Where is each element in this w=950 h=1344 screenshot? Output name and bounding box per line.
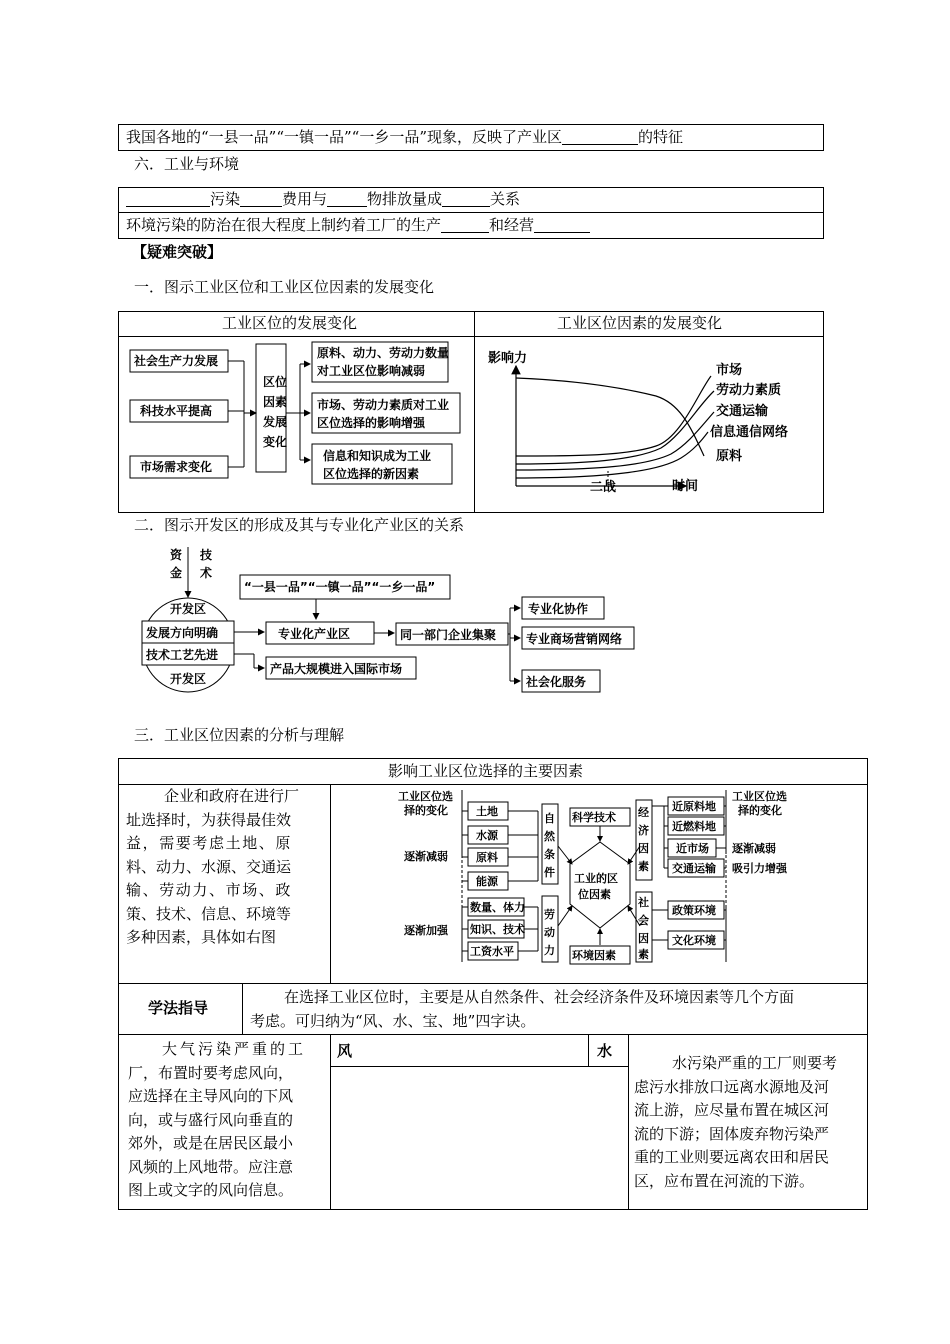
s2-diagram [136, 545, 646, 725]
intro-line: 料、动力、水源、交通运 [126, 857, 292, 876]
social-char-4: 素 [638, 948, 649, 961]
social-item-1: 政策环境 [672, 904, 716, 917]
chart-xlabel: 时间 [672, 479, 699, 494]
center-text-2: 位因素 [578, 888, 611, 901]
method-label: 学法指导 [148, 999, 209, 1017]
intro-line: 益，需要考虑土地、原 [126, 834, 293, 852]
s3-h4 [330, 1066, 628, 1067]
wind-line: 应选择在主导风向的下风 [128, 1087, 294, 1105]
econ-char-2: 济 [638, 824, 649, 837]
s3-h2 [118, 983, 868, 984]
blank-3 [240, 192, 282, 207]
social-char-1: 社 [638, 896, 649, 909]
series-raw-material-line [516, 378, 704, 456]
wind-line: 郊外，或是在居民区最小 [128, 1134, 294, 1152]
wind-label: 风 [337, 1042, 353, 1060]
right-strong-label: 吸引力增强 [732, 862, 787, 875]
s3-v5 [588, 1034, 589, 1066]
right-top-2: 择的变化 [738, 804, 782, 817]
econ-item-3: 近市场 [676, 842, 709, 855]
method-text [250, 986, 862, 1033]
natural-char-4: 件 [544, 866, 555, 879]
natural-item-4: 能源 [476, 875, 498, 888]
env-row1-c: 物排放量成 [367, 190, 443, 208]
social-item-2: 文化环境 [672, 934, 716, 947]
s3-title: 三．工业区位因素的分析与理解 [134, 726, 345, 744]
env-row1-a: 污染 [210, 190, 241, 208]
bottom-box-text: 产品大规模进入国际市场 [270, 662, 403, 676]
output-2: 专业商场营销网络 [526, 632, 623, 646]
env-row2-mid: 和经营 [489, 216, 535, 234]
circle-top: 开发区 [170, 602, 207, 616]
env-row-1 [126, 192, 520, 207]
result-1b: 对工业区位影响减弱 [317, 364, 426, 378]
econ-item-2: 近燃料地 [672, 820, 716, 833]
water-label: 水 [597, 1042, 613, 1060]
s3-v4 [628, 1034, 629, 1210]
s1-title: 一．图示工业区位和工业区位因素的发展变化 [134, 278, 435, 296]
center-3: 发展 [263, 415, 288, 429]
intro-line: 址选择时，为获得最佳效 [126, 810, 292, 829]
wind-line: 大气污染严重的工 [162, 1040, 307, 1058]
social-char-2: 会 [638, 914, 649, 927]
blank-2 [126, 192, 210, 207]
s1-flow-diagram [120, 338, 472, 510]
series-info-line [516, 432, 708, 478]
env-divider [118, 212, 824, 213]
water-line: 虑污水排放口远离水源地及河 [634, 1077, 830, 1096]
labor-char-3: 力 [544, 944, 555, 957]
econ-char-3: 因 [638, 842, 649, 855]
env-box-text: 环境因素 [572, 949, 616, 962]
left-weak-label: 逐渐减弱 [404, 850, 448, 863]
econ-char-1: 经 [638, 806, 649, 819]
s3-h3 [118, 1034, 868, 1035]
left-top-2: 择的变化 [404, 804, 448, 817]
top-row-pre: 我国各地的“一县一品”“一镇一品”“一乡一品”现象，反映了产业区 [126, 128, 563, 146]
input-funds-1: 资 [170, 548, 183, 562]
water-line: 区，应布置在河流的下游。 [634, 1171, 815, 1190]
env-row1-d: 关系 [490, 190, 521, 208]
natural-char-3: 条 [544, 848, 555, 861]
labor-char-1: 劳 [544, 908, 555, 921]
wind-text [128, 1038, 324, 1203]
result-3a: 信息和知识成为工业 [323, 449, 432, 463]
s2-title: 二．图示开发区的形成及其与专业化产业区的关系 [134, 516, 465, 534]
right-top-1: 工业区位选 [732, 790, 787, 803]
top-row-post: 的特征 [638, 128, 684, 146]
center-4: 变化 [263, 435, 288, 449]
s1-header-divider [118, 336, 824, 337]
left-top-1: 工业区位选 [398, 790, 453, 803]
s3-table-header: 影响工业区位选择的主要因素 [388, 762, 584, 780]
center-1: 区位 [263, 375, 288, 389]
method-line: 考虑。可归纳为“风、水、宝、地”四字诀。 [250, 1011, 536, 1030]
s1-col-divider [474, 311, 475, 513]
cause-3: 市场需求变化 [140, 460, 213, 474]
tech-box-text: 科学技术 [572, 811, 616, 824]
s3-factors-diagram [334, 786, 866, 982]
chart-ylabel: 影响力 [488, 351, 528, 366]
env-row-2 [126, 218, 590, 233]
circle-line-1: 发展方向明确 [146, 626, 219, 640]
natural-char-1: 自 [544, 812, 555, 825]
series-label-labor: 劳动力素质 [716, 383, 782, 398]
s3-intro [126, 785, 324, 950]
breakthrough-heading: 【疑难突破】 [132, 243, 223, 261]
input-funds-2: 金 [170, 566, 183, 580]
econ-item-4: 交通运输 [672, 862, 716, 875]
s1-right-header: 工业区位因素的发展变化 [557, 314, 723, 332]
natural-item-3: 原料 [476, 851, 498, 864]
cluster-box-text: 同一部门企业集聚 [400, 628, 497, 642]
output-1: 专业化协作 [528, 602, 589, 616]
circle-bottom: 开发区 [170, 672, 207, 686]
wind-line: 向，或与盛行风向垂直的 [128, 1110, 294, 1129]
s3-v2 [242, 983, 243, 1034]
env-row2-pre: 环境污染的防治在很大程度上制约着工厂的生产 [126, 216, 442, 234]
labor-item-3: 工资水平 [470, 945, 514, 958]
env-row1-b: 费用与 [282, 190, 328, 208]
top-box-text: “一县一品”“一镇一品”“一乡一品” [244, 580, 436, 594]
mid-box-text: 专业化产业区 [278, 627, 351, 641]
series-label-transport: 交通运输 [716, 404, 769, 419]
water-line: 流上游，应尽量布置在城区河 [634, 1101, 830, 1119]
intro-line: 策、技术、信息、环境等 [126, 904, 292, 923]
labor-char-2: 动 [544, 926, 555, 939]
series-label-market: 市场 [716, 363, 743, 378]
natural-item-1: 土地 [476, 805, 498, 818]
water-line: 水污染严重的工厂则要考 [672, 1054, 838, 1072]
result-2b: 区位选择的影响增强 [317, 416, 426, 430]
social-char-3: 因 [638, 932, 649, 945]
s3-v3 [330, 1034, 331, 1210]
circle-line-2: 技术工艺先进 [146, 648, 219, 662]
water-line: 流的下游；固体废弃物污染严 [634, 1124, 830, 1143]
intro-line: 输、劳动力、市场、政 [126, 881, 293, 899]
wind-line: 厂，布置时要考虑风向， [128, 1063, 294, 1082]
chart-mark: 二战 [590, 480, 617, 495]
cause-1: 社会生产力发展 [134, 354, 219, 368]
econ-item-1: 近原料地 [672, 800, 716, 813]
wind-line: 图上或文字的风向信息。 [128, 1181, 294, 1199]
section6-title: 六．工业与环境 [134, 155, 240, 173]
blank-1 [562, 130, 638, 145]
top-row-text [126, 130, 683, 145]
series-label-raw: 原料 [716, 449, 743, 464]
series-market-line [516, 376, 711, 456]
labor-item-1: 数量、体力 [470, 901, 525, 914]
blank-6 [441, 218, 489, 233]
input-tech-1: 技 [200, 548, 213, 562]
wind-line: 风频的上风地带。应注意 [128, 1157, 294, 1176]
input-tech-2: 术 [200, 566, 213, 580]
output-3: 社会化服务 [526, 675, 587, 689]
method-line: 在选择工业区位时，主要是从自然条件、社会经济条件及环境因素等几个方面 [284, 988, 795, 1006]
result-2a: 市场、劳动力素质对工业 [317, 398, 450, 412]
center-2: 因素 [263, 395, 288, 409]
natural-item-2: 水源 [476, 829, 498, 842]
result-1a: 原料、动力、劳动力数量 [317, 346, 450, 360]
s3-v1 [330, 784, 331, 983]
labor-item-2: 知识、技术 [470, 923, 525, 936]
blank-7 [534, 218, 590, 233]
right-weak-label: 逐渐减弱 [732, 842, 776, 855]
natural-char-2: 然 [544, 830, 555, 843]
blank-5 [442, 192, 490, 207]
econ-char-4: 素 [638, 860, 649, 873]
water-text [634, 1052, 862, 1193]
left-strong-label: 逐渐加强 [404, 924, 448, 937]
water-line: 重的工业则要远离农田和居民 [634, 1148, 830, 1166]
intro-line: 企业和政府在进行厂 [164, 787, 300, 805]
blank-4 [327, 192, 367, 207]
s1-left-header: 工业区位的发展变化 [222, 314, 358, 332]
intro-line: 多种因素，具体如右图 [126, 928, 277, 946]
series-label-info: 信息通信网络 [710, 425, 789, 440]
result-3b: 区位选择的新因素 [323, 467, 420, 481]
center-text-1: 工业的区 [574, 872, 618, 885]
s1-influence-chart [476, 338, 822, 510]
cause-2: 科技水平提高 [140, 404, 213, 418]
